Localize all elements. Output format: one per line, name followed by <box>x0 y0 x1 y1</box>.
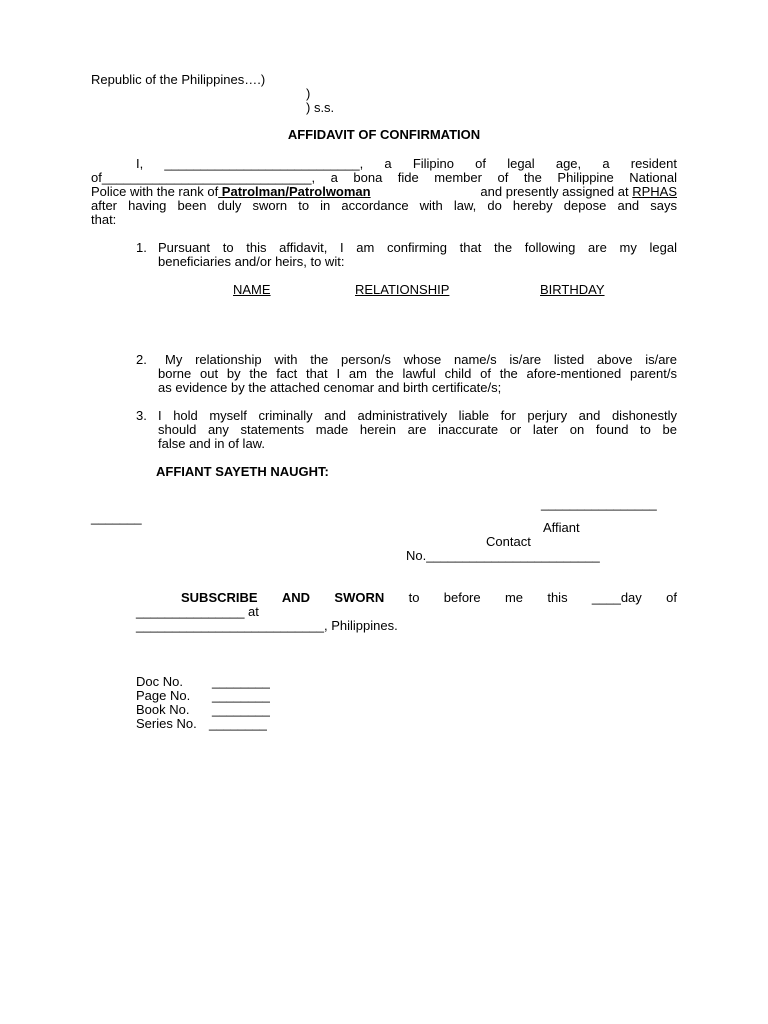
page-no-label: Page No. <box>136 688 191 703</box>
venue-paren: ) <box>306 86 311 101</box>
column-header-name: NAME <box>233 282 271 297</box>
page-no-blank: ________ <box>212 688 270 703</box>
item-1-line-2: beneficiaries and/or heirs, to wit: <box>158 254 345 269</box>
rank-value: Patrolman/Patrolwoman <box>218 184 371 199</box>
item-2-line-3: as evidence by the attached cenomar and birth certificate/s; <box>158 380 502 395</box>
book-no-label: Book No. <box>136 702 190 717</box>
item-3-line-2: should any statements made herein are inaccurate or later on found to be <box>158 422 677 437</box>
column-header-relationship: RELATIONSHIP <box>355 282 450 297</box>
signature-line-continuation: _______ <box>91 510 142 525</box>
document-title: AFFIDAVIT OF CONFIRMATION <box>287 127 481 142</box>
item-2-number: 2. <box>136 352 147 367</box>
jurat-this: this <box>547 590 568 605</box>
jurat-me: me <box>504 590 524 605</box>
assignment-label: and presently assigned at <box>476 184 633 199</box>
venue-ss: ) s.s. <box>306 100 335 115</box>
item-1-number: 1. <box>136 240 147 255</box>
series-no-label: Series No. <box>136 716 197 731</box>
affiant-label: Affiant <box>543 520 580 535</box>
intro-line-2: of_____________________________, a bona fide member of the Philippine National <box>91 170 677 185</box>
jurat-line-1 <box>181 591 677 605</box>
jurat-and: AND <box>281 590 311 605</box>
intro-line-1: I, ___________________________, a Filipino of legal age, a resident <box>136 156 677 171</box>
jurat-sworn: SWORN <box>334 590 385 605</box>
item-1-line-1: Pursuant to this affidavit, I am confirming that the following are my legal <box>158 240 677 255</box>
jurat-of: of <box>666 590 677 605</box>
affiant-sayeth-naught: AFFIANT SAYETH NAUGHT: <box>156 464 329 479</box>
affiant-signature-line: ________________ <box>541 496 657 511</box>
rank-clause <box>91 185 371 199</box>
assignment-clause <box>477 185 677 199</box>
jurat-subscribe: SUBSCRIBE <box>181 590 258 605</box>
jurat-before: before <box>443 590 481 605</box>
item-3-line-3: false and in of law. <box>158 436 265 451</box>
item-3-line-1: I hold myself criminally and administratively liable for perjury and dishonestly <box>158 408 677 423</box>
jurat-line-2: _______________ at <box>136 604 259 619</box>
item-2-line-2: borne out by the fact that I am the lawful child of the afore-mentioned parent/s <box>158 366 677 381</box>
jurat-day-blank: ____day <box>591 590 642 605</box>
contact-label: Contact <box>486 534 531 549</box>
venue-line: Republic of the Philippines….) <box>91 72 266 87</box>
intro-line-4: after having been duly sworn to in accordance with law, do hereby depose and says <box>91 198 677 213</box>
series-no-blank: ________ <box>209 716 267 731</box>
intro-line-3 <box>91 185 677 199</box>
assignment-unit: RPHAS <box>632 184 677 199</box>
item-3-number: 3. <box>136 408 147 423</box>
column-header-birthday: BIRTHDAY <box>540 282 605 297</box>
jurat-line-3: __________________________, Philippines. <box>136 618 398 633</box>
contact-number-line: No.________________________ <box>406 548 600 563</box>
jurat-to: to <box>408 590 420 605</box>
intro-line-5: that: <box>91 212 117 227</box>
item-2-line-1: My relationship with the person/s whose name/s is/are listed above is/are <box>165 352 677 367</box>
doc-no-blank: ________ <box>212 674 270 689</box>
rank-label: Police with the rank of <box>91 184 219 199</box>
doc-no-label: Doc No. <box>136 674 183 689</box>
book-no-blank: ________ <box>212 702 270 717</box>
